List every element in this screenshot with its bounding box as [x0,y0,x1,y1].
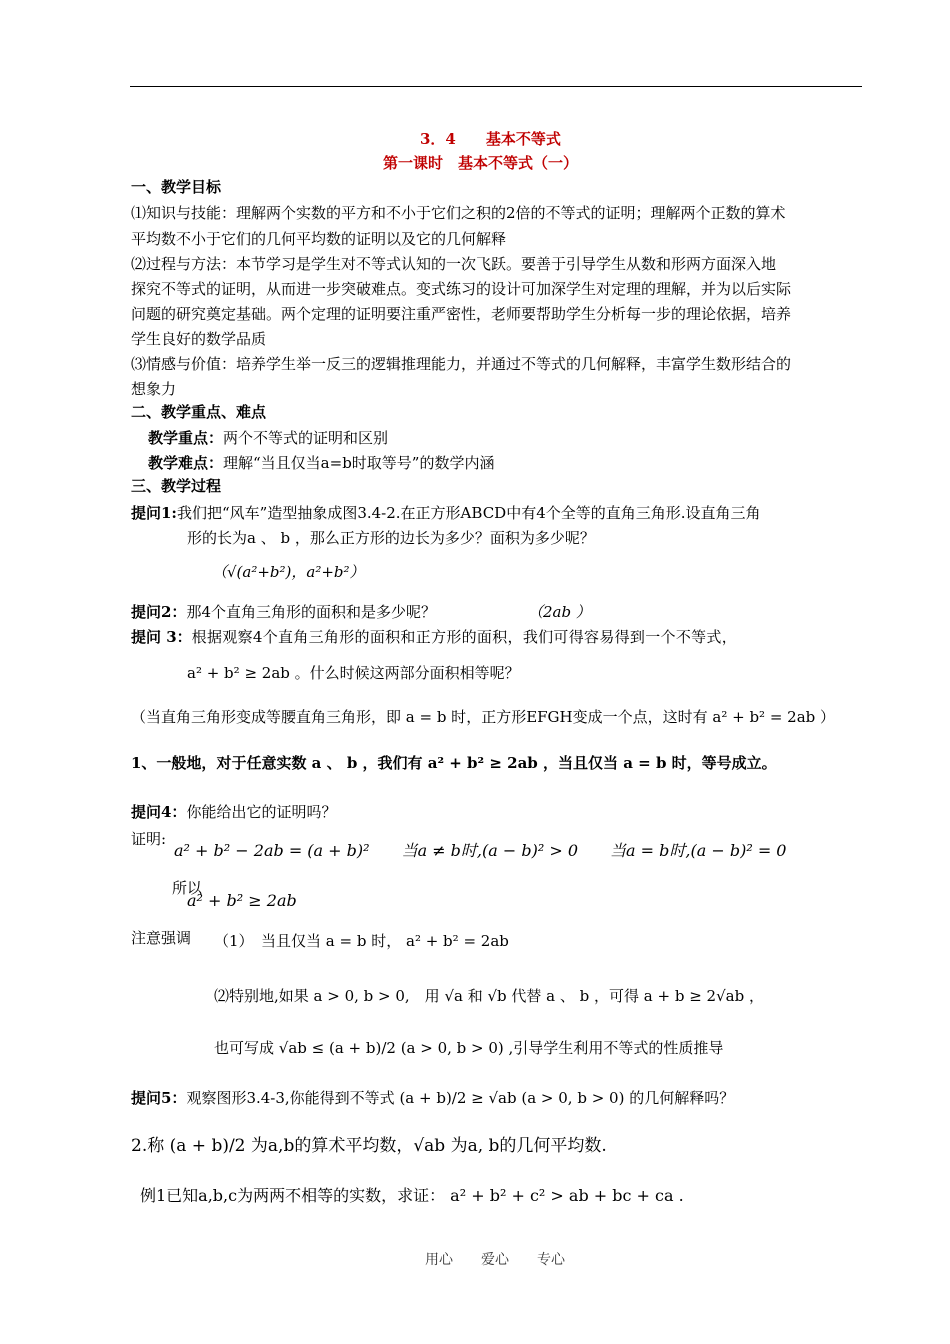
goal-2-line-2: 探究不等式的证明，从而进一步突破难点。变式练习的设计可加深学生对定理的理解，并为以后实际 [131,280,792,298]
goal-3-line-2: 想象力 [131,380,177,398]
question-2-text: 那4个直角三角形的面积和是多少呢？ [186,603,436,621]
page-footer: 用心 爱心 专心 [425,1252,565,1268]
header-rule [130,86,862,87]
difficulty-label: 教学难点： [148,454,224,472]
question-4-text: 你能给出它的证明吗？ [186,803,337,821]
question-4 [131,799,336,825]
note-1: （1） 当且仅当 a = b 时， a² + b² = 2ab [214,932,509,950]
therefore-equation: a² + b² ≥ 2ab [187,891,297,910]
question-5-label: 提问5： [131,1089,187,1107]
goal-2-line-1: ⑵过程与方法：本节学习是学生对不等式认知的一次飞跃。要善于引导学生从数和形两方面深入地 [131,255,777,273]
question-1-line-2: 形的长为a 、 b ，那么正方形的边长为多少？面积为多少呢？ [187,529,595,547]
goal-3-line-1: ⑶情感与价值：培养学生举一反三的逻辑推理能力，并通过不等式的几何解释，丰富学生数形结合的 [131,355,792,373]
question-1-answer: （√(a²+b²)，a²+b²） [212,563,365,581]
goal-1-line-1: ⑴知识与技能：理解两个实数的平方和不小于它们之积的2倍的不等式的证明；理解两个正数的算术 [131,204,786,222]
question-3-line-2: a² + b² ≥ 2ab 。什么时候这两部分面积相等呢？ [187,664,520,682]
theorem-1: 1、一般地，对于任意实数 a 、 b ，我们有 a² + b² ≥ 2ab ，当且仅当 a = b 时，等号成立。 [131,754,777,772]
difficulty-text: 理解“当且仅当a=b时取等号”的数学内涵 [223,454,495,472]
therefore-label: 所以 [172,879,203,897]
goal-1-line-2: 平均数不小于它们的几何平均数的证明以及它的几何解释 [131,230,507,248]
question-3-line-1 [131,624,737,650]
question-2-answer: （2ab ） [528,603,591,621]
question-5 [131,1085,734,1111]
question-3-answer: （当直角三角形变成等腰直角三角形，即 a = b 时，正方形EFGH变成一个点，这时有 a² + b² = 2ab ） [131,708,836,726]
key-point-label: 教学重点： [148,429,224,447]
goal-2-line-3: 问题的研究奠定基础。两个定理的证明要注重严密性，老师要帮助学生分析每一步的理论依据，培养 [131,305,792,323]
question-1-label: 提问1: [131,504,177,522]
note-3: 也可写成 √ab ≤ (a + b)/2 (a > 0, b > 0) ,引导学生利用不等式的性质推导 [214,1039,724,1057]
proof-label: 证明: [131,830,167,848]
note-2: ⑵特别地,如果 a > 0, b > 0, 用 √a 和 √b 代替 a 、 b ，可得 a + b ≥ 2√ab ， [214,987,764,1005]
lesson-subtitle: 第一课时 基本不等式（一） [383,154,579,172]
example-1: 例1已知a,b,c为两两不相等的实数，求证： a² + b² + c² > ab + bc + ca . [140,1186,684,1205]
note-label: 注意强调 [131,929,192,947]
goal-2-line-4: 学生良好的数学品质 [131,330,267,348]
difficulty-point [148,450,494,476]
lesson-title: 3．4 基本不等式 [420,130,561,148]
question-2 [131,599,436,625]
proof-equation: a² + b² − 2ab = (a + b)² 当a ≠ b时,(a − b)² > 0 当a = b时,(a − b)² = 0 [174,841,787,860]
question-5-text: 观察图形3.4-3,你能得到不等式 (a + b)/2 ≥ √ab (a > 0, b > 0) 的几何解释吗？ [186,1089,735,1107]
key-point [148,425,388,451]
definition-2: 2.称 (a + b)/2 为a,b的算术平均数，√ab 为a, b的几何平均数. [131,1136,607,1156]
section-heading-key-points: 二、教学重点、难点 [131,403,267,421]
key-point-text: 两个不等式的证明和区别 [223,429,389,447]
question-1-line-1 [131,500,761,526]
section-heading-goals: 一、教学目标 [131,178,222,196]
question-3-text: 根据观察4个直角三角形的面积和正方形的面积，我们可得容易得到一个不等式， [191,628,738,646]
question-3-label: 提问 3： [131,628,192,646]
question-4-label: 提问4： [131,803,187,821]
question-1-text: 我们把“风车”造型抽象成图3.4-2.在正方形ABCD中有4个全等的直角三角形.设直角三角 [176,504,761,522]
section-heading-process: 三、教学过程 [131,477,222,495]
question-2-label: 提问2： [131,603,187,621]
